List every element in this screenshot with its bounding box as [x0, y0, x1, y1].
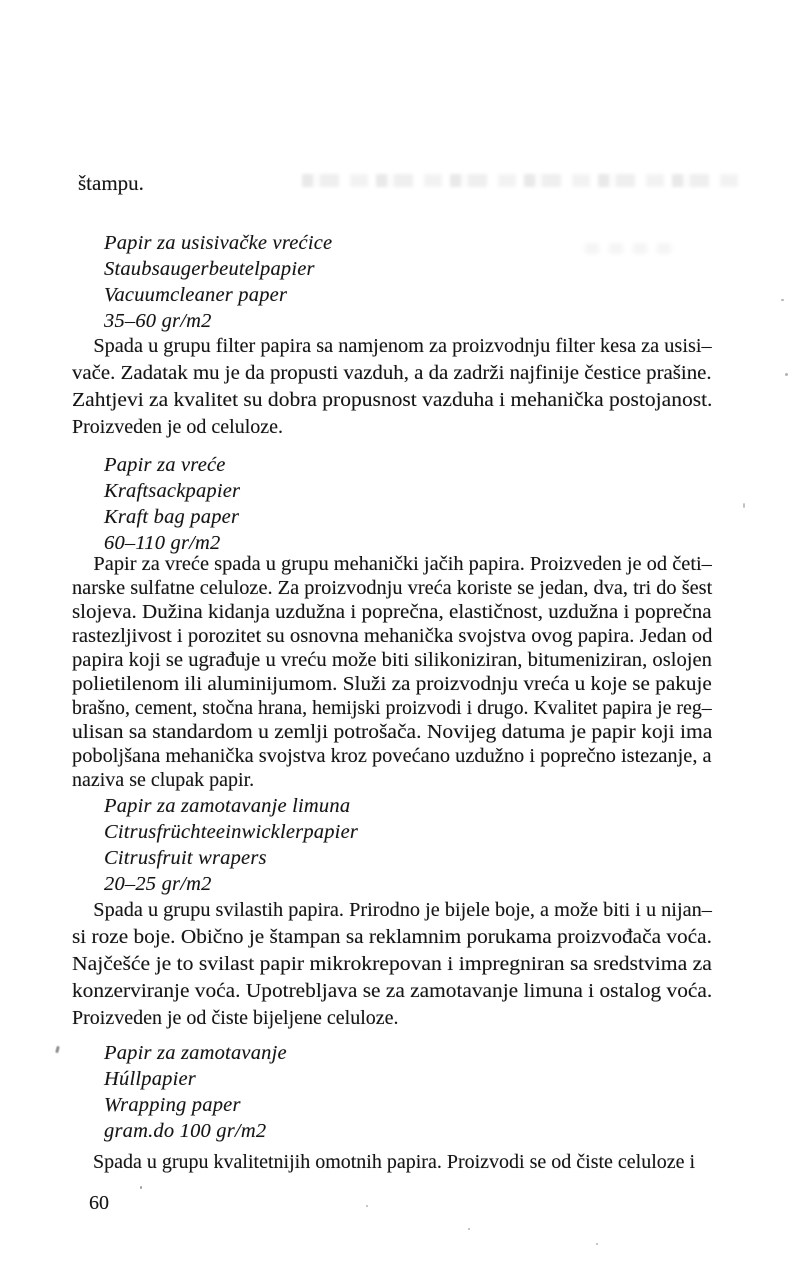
paragraph-line: polietilenom ili aluminijumom. Služi za proizvodnju vreća u koje se pakuje: [72, 673, 712, 695]
paragraph-line: brašno, cement, stočna hrana, hemijski proizvodi i drugo. Kvalitet papira je reg–: [72, 697, 712, 719]
paragraph-line: slojeva. Dužina kidanja uzdužna i poprečna, elastičnost, uzdužna i poprečna: [72, 601, 712, 623]
paper-type-grammage: 20–25 gr/m2: [104, 873, 212, 895]
paragraph-line: poboljšana mehanička svojstva kroz povećano uzdužno i poprečno istezanje, a: [72, 745, 712, 767]
body-paragraph-citrus-paper: [72, 897, 712, 1032]
ink-speck: [781, 299, 784, 301]
paragraph-line: narske sulfatne celuloze. Za proizvodnju vreća koriste se jedan, dva, tri do šest: [72, 577, 713, 599]
ink-speck: [366, 1205, 368, 1207]
paragraph-line: konzerviranje voća. Upotrebljava se za zamotavanje limuna i ostalog voća.: [72, 980, 713, 1002]
ink-speck: [596, 1243, 598, 1245]
stray-ink-mark: [55, 1046, 60, 1054]
paper-type-english-name: Wrapping paper: [104, 1094, 241, 1116]
paragraph-line: Proizveden je od celuloze.: [72, 416, 284, 438]
page-number: 60: [89, 1192, 109, 1214]
body-paragraph-filter-paper: [72, 333, 712, 441]
paper-type-heading-zamotavanje: [104, 1040, 287, 1144]
paper-type-english-name: Vacuumcleaner paper: [104, 284, 288, 306]
body-paragraph-wrapping-paper: [72, 1149, 712, 1176]
ink-speck: [468, 1228, 470, 1230]
paragraph-line: Zahtjevi za kvalitet su dobra propusnost vazduha i mehanička postojanost.: [72, 389, 713, 411]
paragraph-line: Spada u grupu svilastih papira. Prirodno je bijele boje, a može biti i u nijan–: [93, 899, 712, 921]
paragraph-line: rastezljivost i porozitet su osnovna mehanička svojstva ovog papira. Jedan od: [72, 625, 713, 647]
paper-type-german-name: Citrusfrüchteeinwicklerpapier: [104, 821, 359, 843]
paragraph-line: Spada u grupu filter papira sa namjenom za proizvodnju filter kesa za usisi–: [93, 335, 712, 357]
paper-type-grammage: 35–60 gr/m2: [104, 310, 212, 332]
ink-speck: [785, 373, 788, 376]
paragraph-line: Spada u grupu kvalitetnijih omotnih papira. Proizvodi se od čiste celuloze i: [93, 1151, 696, 1173]
paragraph-line: vače. Zadatak mu je da propusti vazduh, a da zadrži najfinije čestice prašine.: [72, 362, 712, 384]
print-ghosting-small: [585, 243, 681, 254]
ink-speck: [140, 1186, 142, 1189]
ink-speck: [743, 503, 745, 508]
paper-type-german-name: Kraftsackpapier: [104, 480, 241, 502]
paragraph-line: Proizveden je od čiste bijeljene celuloze.: [72, 1007, 399, 1029]
paragraph-line: si roze boje. Obično je štampan sa reklamnim porukama proizvođača voća.: [72, 926, 712, 948]
paragraph-line: Najčešće je to svilast papir mikrokrepovan i impregniran sa sredstvima za: [72, 953, 712, 975]
paper-type-german-name: Húllpapier: [104, 1068, 196, 1090]
paper-type-name: Papir za zamotavanje limuna: [104, 795, 351, 817]
paper-type-grammage: 60–110 gr/m2: [104, 532, 221, 554]
body-paragraph-kraft-paper: [72, 552, 712, 792]
opening-line: štampu.: [78, 171, 144, 195]
paper-type-german-name: Staubsaugerbeutelpapier: [104, 258, 315, 280]
paper-type-heading-usisivacke-vrecice: [104, 230, 332, 334]
paper-type-english-name: Kraft bag paper: [104, 506, 240, 528]
paper-type-name: Papir za vreće: [104, 454, 226, 476]
paper-type-name: Papir za usisivačke vrećice: [104, 232, 333, 254]
paragraph-line: papira koji se ugrađuje u vreću može biti silikoniziran, bitumeniziran, oslojen: [72, 649, 712, 671]
paragraph-line: ulisan sa standardom u zemlji potrošača. Novijeg datuma je papir koji ima: [72, 721, 713, 743]
paper-type-heading-vrece: [104, 452, 240, 556]
paper-type-heading-zamotavanje-limuna: [104, 793, 358, 897]
paper-type-grammage: gram.do 100 gr/m2: [104, 1120, 267, 1142]
print-ghosting: [302, 174, 744, 187]
paragraph-line: Papir za vreće spada u grupu mehanički jačih papira. Proizveden je od četi–: [93, 553, 712, 575]
paper-type-name: Papir za zamotavanje: [104, 1042, 287, 1064]
paragraph-line: naziva se clupak papir.: [72, 769, 255, 791]
paper-type-english-name: Citrusfruit wrapers: [104, 847, 267, 869]
